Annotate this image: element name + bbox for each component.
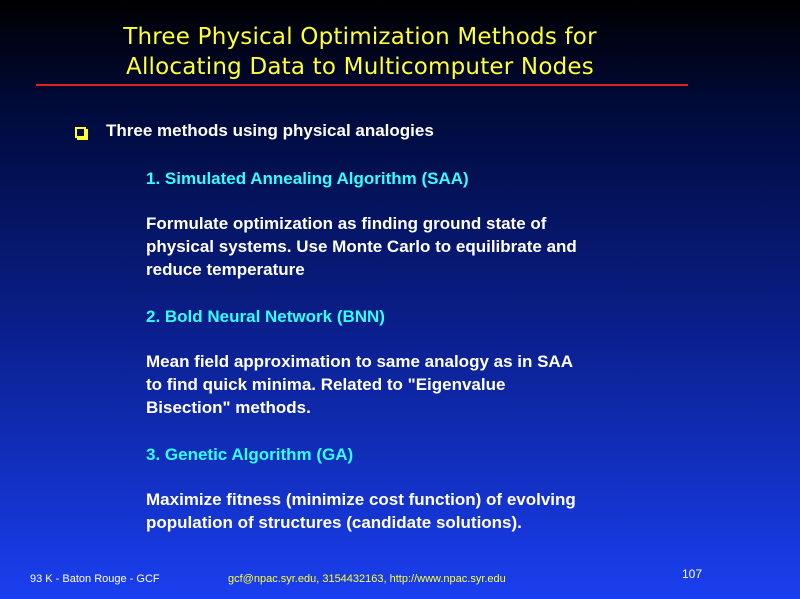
title-underline <box>36 84 688 86</box>
method-1-desc-line: Formulate optimization as finding ground state of <box>146 214 547 233</box>
method-3-heading: 3. Genetic Algorithm (GA) <box>146 445 354 464</box>
footer-contact: gcf@npac.syr.edu, 3154432163, http://www.npac.syr.edu <box>228 573 506 585</box>
footer-source: 93 K - Baton Rouge - GCF <box>30 573 160 585</box>
square-bullet-icon <box>75 127 86 138</box>
method-2-heading: 2. Bold Neural Network (BNN) <box>146 307 385 326</box>
bullet-text: Three methods using physical analogies <box>106 121 434 140</box>
method-2-desc-line: Mean field approximation to same analogy as in SAA <box>146 352 573 371</box>
method-3-description <box>146 488 576 534</box>
title-line-2: Allocating Data to Multicomputer Nodes <box>126 54 594 80</box>
method-2-desc-line: to find quick minima. Related to "Eigenvalue <box>146 375 506 394</box>
slide-title <box>40 22 680 82</box>
method-1-heading: 1. Simulated Annealing Algorithm (SAA) <box>146 169 469 188</box>
method-3-desc-line: Maximize fitness (minimize cost function) of evolving <box>146 490 576 509</box>
method-2-desc-line: Bisection" methods. <box>146 398 311 417</box>
method-1-desc-line: physical systems. Use Monte Carlo to equilibrate and <box>146 237 577 256</box>
method-1-description <box>146 212 577 281</box>
method-3-desc-line: population of structures (candidate solutions). <box>146 513 522 532</box>
page-number: 107 <box>682 567 703 581</box>
method-1-desc-line: reduce temperature <box>146 260 305 279</box>
method-2-description <box>146 350 573 419</box>
title-line-1: Three Physical Optimization Methods for <box>123 24 597 50</box>
